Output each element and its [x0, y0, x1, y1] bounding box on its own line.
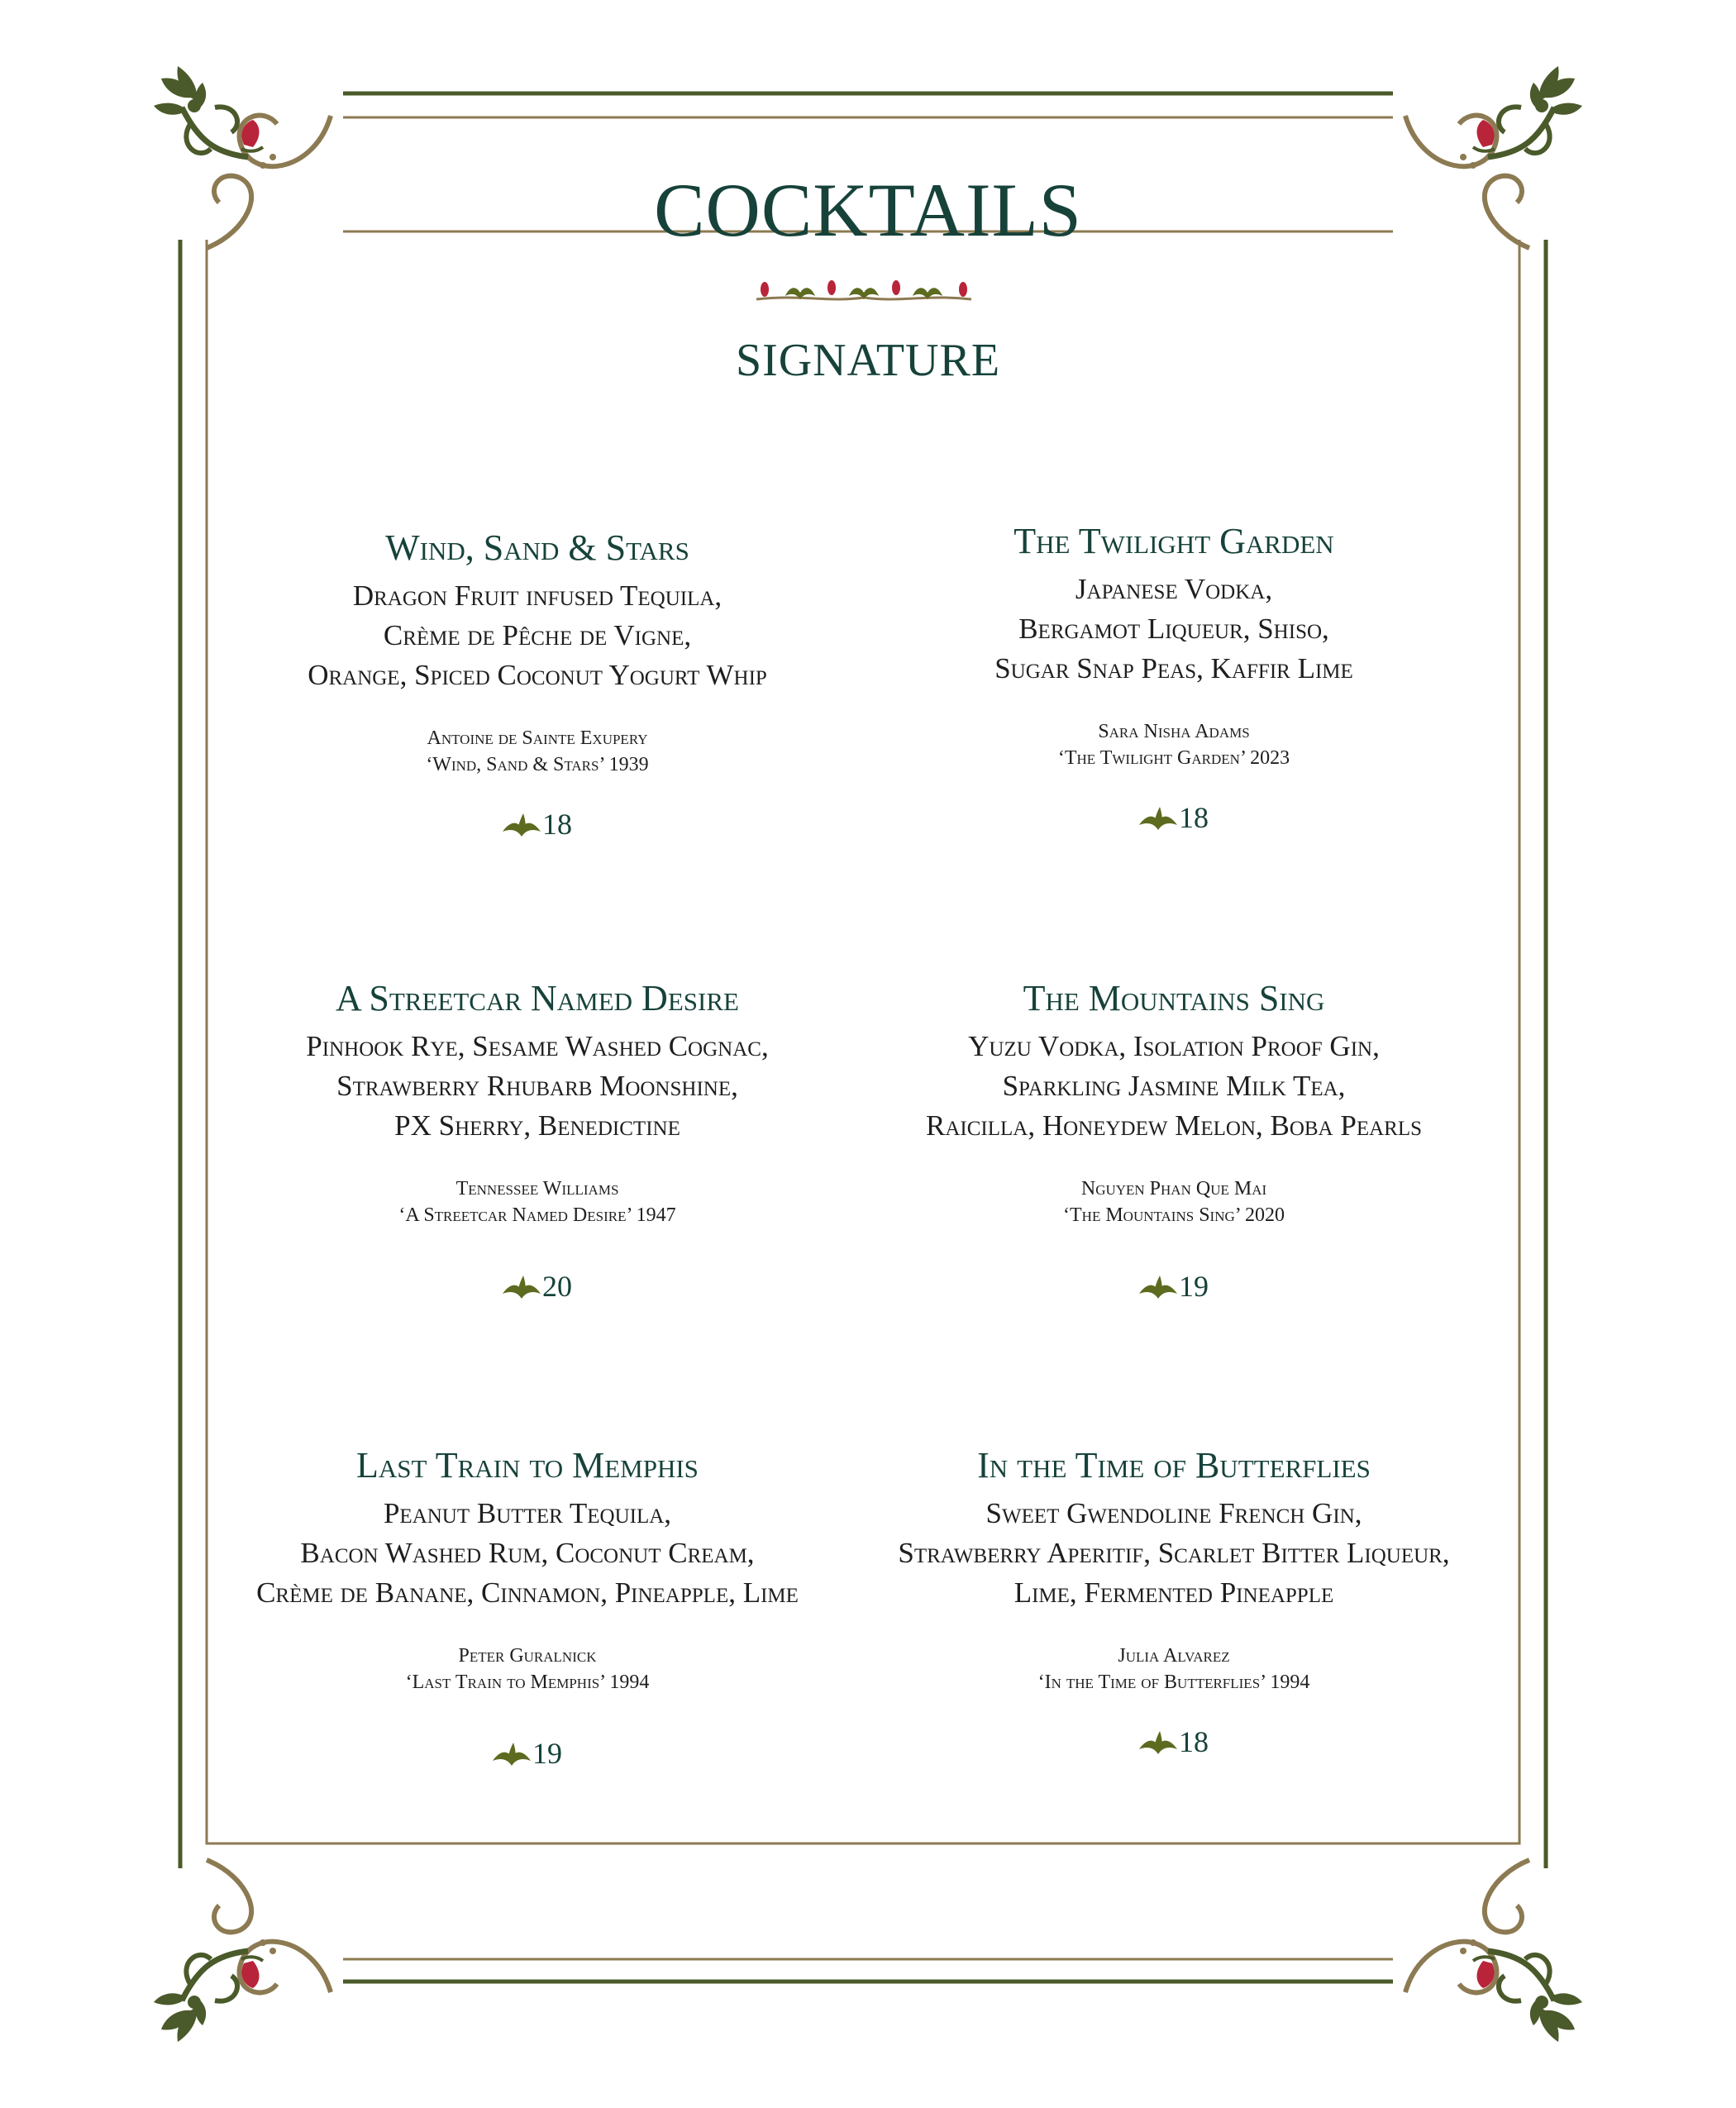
ingredient-line: Sparkling Jasmine Milk Tea,: [1002, 1070, 1346, 1102]
ingredient-line: Lime, Fermented Pineapple: [1013, 1576, 1334, 1609]
price: [1139, 1725, 1209, 1758]
book-title: ‘The Twilight Garden’ 2023: [1057, 747, 1290, 769]
leaf-icon: [503, 813, 541, 838]
ingredient-line: Japanese Vodka,: [1075, 573, 1273, 605]
book-title: ‘The Mountains Sing’ 2020: [1063, 1204, 1285, 1226]
ingredient-line: Orange, Spiced Coconut Yogurt Whip: [308, 659, 767, 691]
ingredient-line: Crème de Banane, Cinnamon, Pineapple, Lime: [256, 1576, 799, 1609]
book-title: ‘In the Time of Butterflies’ 1994: [1037, 1672, 1310, 1693]
price: [1139, 801, 1209, 834]
ingredients: [207, 576, 868, 695]
author: Antoine de Sainte Exupery: [427, 727, 648, 749]
ingredients: [197, 1494, 858, 1613]
corner-flourish-bottom-right: [1393, 1860, 1583, 2042]
book-title: ‘Last Train to Memphis’ 1994: [405, 1672, 650, 1693]
ingredients: [843, 1494, 1505, 1613]
section-subtitle: SIGNATURE: [735, 335, 1001, 386]
author: Sara Nisha Adams: [1098, 721, 1250, 742]
page-title: COCKTAILS: [654, 168, 1082, 252]
corner-flourish-bottom-left: [153, 1860, 343, 2042]
leaf-icon: [493, 1743, 531, 1767]
price: [503, 1270, 572, 1303]
ingredient-line: Bacon Washed Rum, Coconut Cream,: [300, 1537, 755, 1569]
leaf-icon: [503, 1276, 541, 1300]
drink-item: [207, 975, 868, 1304]
ingredient-line: Peanut Butter Tequila,: [383, 1497, 672, 1529]
drink-name: In the Time of Butterflies: [977, 1445, 1371, 1486]
drink-name: Wind, Sand & Stars: [385, 527, 689, 568]
drink-name: Last Train to Memphis: [356, 1445, 699, 1486]
drink-item: [843, 975, 1505, 1304]
price-value: 20: [542, 1270, 572, 1303]
ingredient-line: Pinhook Rye, Sesame Washed Cognac,: [306, 1030, 769, 1062]
ingredient-line: PX Sherry, Benedictine: [394, 1109, 680, 1142]
ingredient-line: Strawberry Rhubarb Moonshine,: [336, 1070, 738, 1102]
price-value: 19: [1179, 1270, 1209, 1303]
leaf-icon: [1139, 1731, 1177, 1756]
drink-item: [207, 525, 868, 842]
price: [503, 808, 572, 841]
price: [493, 1737, 562, 1770]
title-ornament-icon: [752, 273, 975, 306]
ingredient-line: Dragon Fruit infused Tequila,: [352, 579, 723, 612]
drink-item: [197, 1443, 858, 1772]
drink-name: The Twilight Garden: [1013, 521, 1334, 561]
ingredient-line: Crème de Pêche de Vigne,: [383, 619, 692, 651]
author: Julia Alvarez: [1118, 1645, 1230, 1667]
price-value: 19: [532, 1737, 562, 1770]
book-title: ‘Wind, Sand & Stars’ 1939: [426, 754, 649, 775]
ingredient-line: Sugar Snap Peas, Kaffir Lime: [994, 652, 1353, 684]
ingredient-line: Raicilla, Honeydew Melon, Boba Pearls: [926, 1109, 1422, 1142]
author: Peter Guralnick: [458, 1645, 597, 1667]
ingredient-line: Sweet Gwendoline French Gin,: [985, 1497, 1362, 1529]
drink-item: [843, 518, 1505, 836]
price-value: 18: [1179, 801, 1209, 834]
leaf-icon: [1139, 807, 1177, 832]
ingredient-line: Strawberry Aperitif, Scarlet Bitter Liqueur,: [898, 1537, 1450, 1569]
price-value: 18: [542, 808, 572, 841]
author: Tennessee Williams: [455, 1178, 619, 1199]
book-title: ‘A Streetcar Named Desire’ 1947: [398, 1204, 676, 1226]
leaf-icon: [1139, 1276, 1177, 1300]
price: [1139, 1270, 1209, 1303]
price-value: 18: [1179, 1725, 1209, 1758]
author: Nguyen Phan Que Mai: [1080, 1178, 1267, 1199]
ingredient-line: Bergamot Liqueur, Shiso,: [1018, 613, 1329, 645]
drink-item: [843, 1443, 1505, 1760]
ingredients: [843, 1027, 1505, 1146]
ingredient-line: Yuzu Vodka, Isolation Proof Gin,: [968, 1030, 1380, 1062]
ingredients: [207, 1027, 868, 1146]
drink-name: The Mountains Sing: [1023, 978, 1325, 1018]
drink-name: A Streetcar Named Desire: [336, 978, 739, 1018]
ingredients: [843, 570, 1505, 689]
